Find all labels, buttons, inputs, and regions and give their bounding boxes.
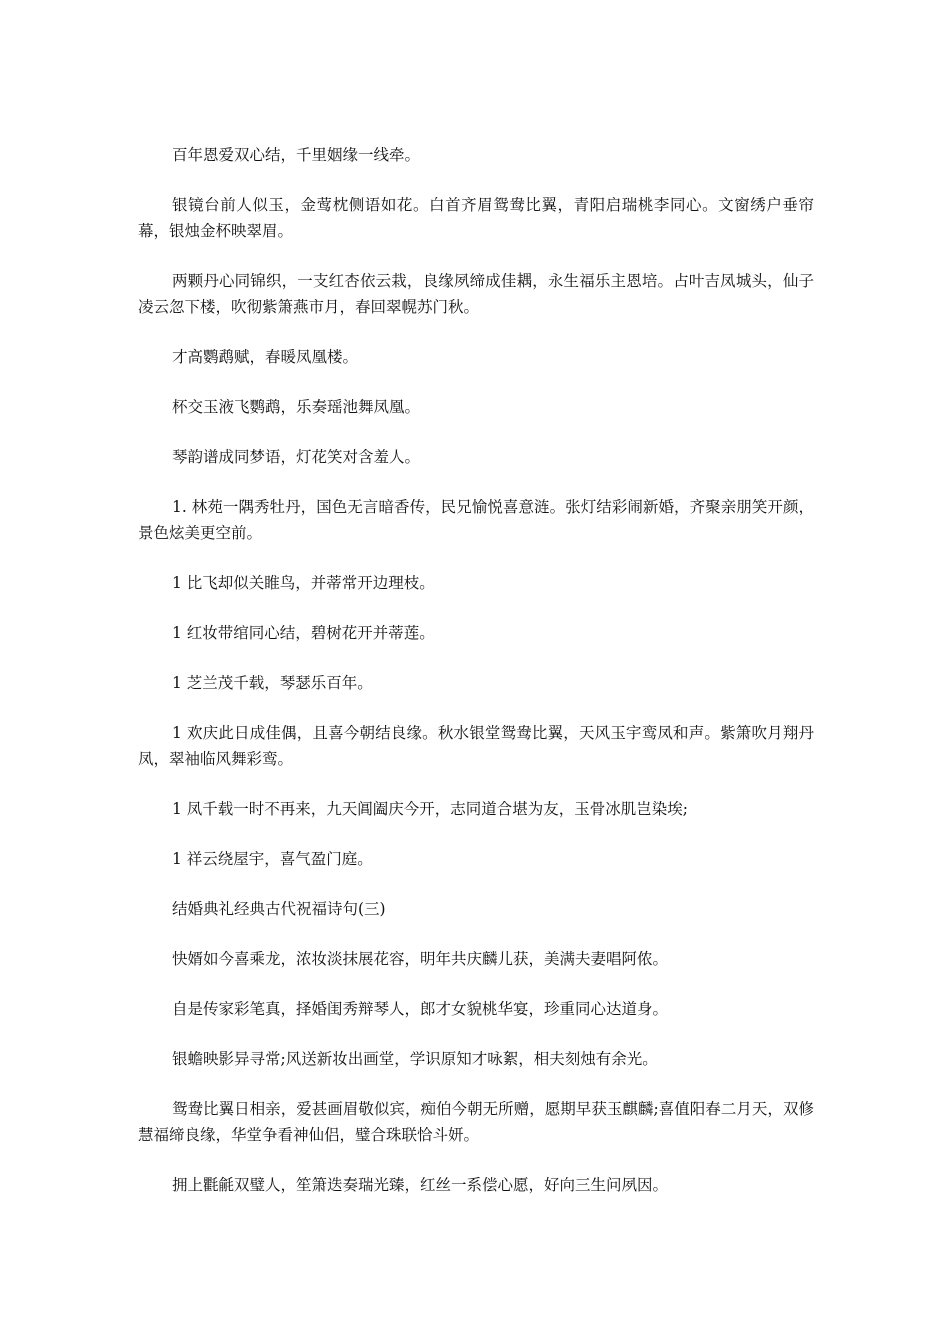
paragraph: 自是传家彩笔真，择婚闺秀辩琴人，郎才女貌桃华宴，珍重同心达道身。 xyxy=(172,1000,669,1018)
paragraph: 拥上氍毹双璧人，笙箫迭奏瑞光臻，红丝一系偿心愿，好向三生问夙因。 xyxy=(172,1176,669,1194)
paragraph: 银蟾映影异寻常;风送新妆出画堂，学识原知才咏絮，相夫刻烛有余光。 xyxy=(172,1050,658,1068)
numbered-paragraph: 1 欢庆此日成佳偶，且喜今朝结良缘。秋水银堂鸳鸯比翼，天风玉宇鸾凤和声。紫箫吹月翔丹凤，翠袖临风舞彩鸾。 xyxy=(138,724,814,768)
numbered-paragraph: 1. 林苑一隅秀牡丹，国色无言暗香传，民兄愉悦喜意涟。张灯结彩闹新婚，齐聚亲朋笑开颜，景色炫美更空前。 xyxy=(138,498,814,542)
numbered-paragraph: 1 芝兰茂千载，琴瑟乐百年。 xyxy=(172,674,373,692)
document-body xyxy=(138,142,814,1222)
paragraph: 才高鹦鹉赋，春暖凤凰楼。 xyxy=(172,348,359,366)
paragraph: 快婿如今喜乘龙，浓妆淡抹展花容，明年共庆麟儿获，美满夫妻唱阿侬。 xyxy=(172,950,669,968)
numbered-paragraph: 1 红妆带绾同心结，碧树花开并蒂莲。 xyxy=(172,624,435,642)
numbered-paragraph: 1 比飞却似关睢鸟，并蒂常开边理枝。 xyxy=(172,574,435,592)
paragraph: 两颗丹心同锦织，一支红杏依云栽，良缘夙缔成佳耦，永生福乐主恩培。占叶吉凤城头，仙子凌云忽下楼，吹彻紫箫燕市月，春回翠幌苏门秋。 xyxy=(138,272,814,316)
numbered-paragraph: 1 凤千载一时不再来，九天阊阖庆今开，志同道合堪为友，玉骨冰肌岂染埃; xyxy=(172,800,689,818)
paragraph: 银镜台前人似玉，金莺枕侧语如花。白首齐眉鸳鸯比翼，青阳启瑞桃李同心。文窗绣户垂帘幕，银烛金杯映翠眉。 xyxy=(138,196,814,240)
paragraph: 杯交玉液飞鹦鹉，乐奏瑶池舞凤凰。 xyxy=(172,398,421,416)
section-heading: 结婚典礼经典古代祝福诗句(三) xyxy=(172,900,386,918)
paragraph: 百年恩爱双心结，千里姻缘一线牵。 xyxy=(172,146,421,164)
paragraph: 琴韵谱成同梦语，灯花笑对含羞人。 xyxy=(172,448,421,466)
paragraph: 鸳鸯比翼日相亲，爱甚画眉敬似宾，痴伯今朝无所赠，愿期早获玉麒麟;喜值阳春二月天，双修慧福缔良缘，华堂争看神仙侣，璧合珠联恰斗妍。 xyxy=(138,1100,814,1144)
numbered-paragraph: 1 祥云绕屋宇，喜气盈门庭。 xyxy=(172,850,373,868)
